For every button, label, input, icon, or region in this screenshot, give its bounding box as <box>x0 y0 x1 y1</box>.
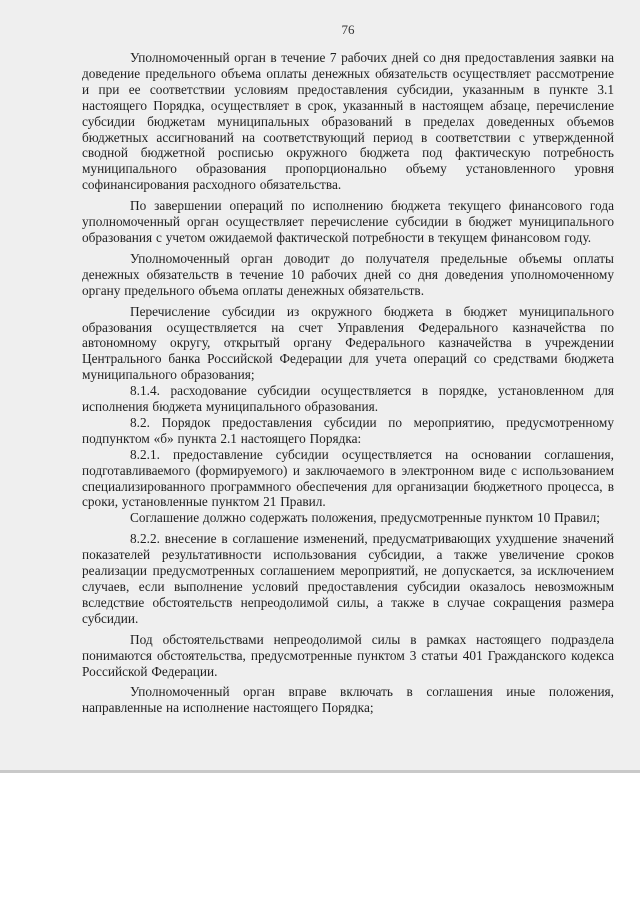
document-body <box>82 50 614 716</box>
paragraph-1: Уполномоченный орган в течение 7 рабочих дней со дня предоставления заявки на доведение предельного объема оплаты денежных обязательств осуществляет рассмотрение и при ее соответствии условиям предоставления субсидии, указанным в пункте 3.1 настоящего Порядка, осуществляет в срок, указанный в настоящем абзаце, перечисление субсидии бюджетам муниципальных образований в пределах доведенных объемов бюджетных ассигнований на соответствующий период в соответствии с утвержденной сводной бюджетной росписью окружного бюджета под фактическую потребность муниципального образования пропорционально объему установленного уровня софинансирования расходного обязательства. <box>82 50 614 193</box>
paragraph-11: Уполномоченный орган вправе включать в соглашения иные положения, направленные на исполнение настоящего Порядка; <box>82 684 614 716</box>
paragraph-7: 8.2.1. предоставление субсидии осуществляется на основании соглашения, подготавливаемого (формируемого) и заключаемого в электронном виде с использованием специализированного программного обеспечения для организации бюджетного процесса, в сроки, установленные пунктом 21 Правил. <box>82 446 614 510</box>
blank-area <box>0 773 640 902</box>
paragraph-9: 8.2.2. внесение в соглашение изменений, предусматривающих ухудшение значений показателей результативности использования субсидии, а также увеличение сроков реализации предусмотренных соглашением мероприятий, не допускается, за исключением случаев, если выполнение условий предоставления субсидии оказалось невозможным вследствие обстоятельств непреодолимой силы, а также в случае сокращения размера субсидии. <box>82 531 614 626</box>
paragraph-10: Под обстоятельствами непреодолимой силы в рамках настоящего подраздела понимаются обстоятельства, предусмотренные пунктом 3 статьи 401 Гражданского кодекса Российской Федерации. <box>82 631 614 679</box>
paragraph-8: Соглашение должно содержать положения, предусмотренные пунктом 10 Правил; <box>130 510 601 526</box>
paragraph-4: Перечисление субсидии из окружного бюджета в бюджет муниципального образования осуществляется на счет Управления Федерального казначейства по автономному округу, открытый органу Федерального казначейства в учреждении Центрального банка Российской Федерации для учета операций со средствами бюджета муниципального образования; <box>82 303 614 383</box>
paragraph-6: 8.2. Порядок предоставления субсидии по мероприятию, предусмотренному подпунктом «б» пункта 2.1 настоящего Порядка: <box>82 414 614 446</box>
paragraph-2: По завершении операций по исполнению бюджета текущего финансового года уполномоченный орган осуществляет перечисление субсидии в бюджет муниципального образования с учетом ожидаемой фактической потребности в текущем финансовом году. <box>82 198 614 245</box>
paragraph-3: Уполномоченный орган доводит до получателя предельные объемы оплаты денежных обязательств в течение 10 рабочих дней со дня доведения уполномоченному органу предельного объема оплаты денежных обязательств. <box>82 250 614 298</box>
page-number: 76 <box>341 22 355 37</box>
paragraph-5: 8.1.4. расходование субсидии осуществляется в порядке, установленном для исполнения бюджета муниципального образования. <box>82 383 614 415</box>
